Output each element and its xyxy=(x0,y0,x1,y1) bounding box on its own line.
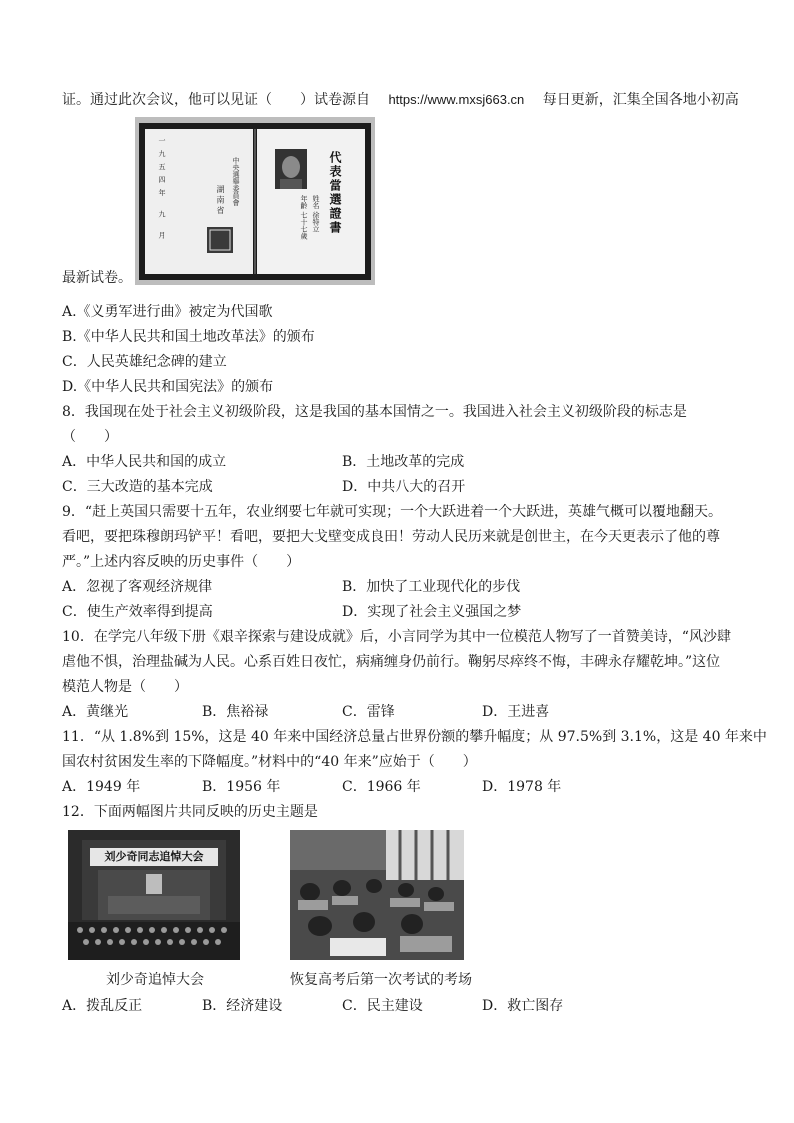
certificate-age: 年齡 七十七歲 xyxy=(300,195,308,240)
caption-memorial: 刘少奇追悼大会 xyxy=(106,972,204,988)
certificate-region: 湖 南 省 xyxy=(216,185,225,215)
q8-option-c[interactable]: C．三大改造的基本完成 xyxy=(62,479,213,495)
q11-option-a[interactable]: A．1949 年 xyxy=(62,779,141,795)
memorial-photo xyxy=(68,830,240,960)
q10-line-2: 虐他不惧，治理盐碱为人民。心系百姓日夜忙，病痛缠身仍前行。鞠躬尽瘁终不悔，丰碑永存耀乾坤。”这位 xyxy=(62,654,721,670)
q12-option-a[interactable]: A．拨乱反正 xyxy=(62,998,143,1014)
header-line-1 xyxy=(62,90,739,110)
q10-line-1: 10．在学完八年级下册《艰辛探索与建设成就》后，小言同学为其中一位模范人物写了一首赞美诗，“风沙肆 xyxy=(62,629,731,645)
certificate-date: 一九五四年 九 月 xyxy=(158,137,166,245)
q8-stem: 8．我国现在处于社会主义初级阶段，这是我国的基本国情之一。我国进入社会主义初级阶段的标志是 xyxy=(62,404,687,420)
caption-exam-room: 恢复高考后第一次考试的考场 xyxy=(290,972,472,988)
q7-option-d[interactable]: D.《中华人民共和国宪法》的颁布 xyxy=(62,379,274,395)
source-url[interactable]: https://www.mxsj663.cn xyxy=(388,92,525,107)
exam-room-photo xyxy=(290,830,464,960)
certificate-photo xyxy=(135,117,375,285)
q11-option-d[interactable]: D．1978 年 xyxy=(482,779,562,795)
q10-option-a[interactable]: A．黄继光 xyxy=(62,704,129,720)
q10-option-c[interactable]: C．雷锋 xyxy=(342,704,395,720)
q8-option-d[interactable]: D．中共八大的召开 xyxy=(342,479,466,495)
q7-option-b[interactable]: B.《中华人民共和国土地改革法》的颁布 xyxy=(62,329,315,345)
memorial-banner-text: 刘少奇同志追悼大会 xyxy=(104,850,204,863)
header-prefix: 证。通过此次会议，他可以见证（ ）试卷源自 xyxy=(62,92,370,108)
q9-option-d[interactable]: D．实现了社会主义强国之梦 xyxy=(342,604,522,620)
q8-option-a[interactable]: A．中华人民共和国的成立 xyxy=(62,454,227,470)
q7-option-a[interactable]: A.《义勇军进行曲》被定为代国歌 xyxy=(62,304,273,320)
q7-option-c[interactable]: C．人民英雄纪念碑的建立 xyxy=(62,354,227,370)
q8-option-b[interactable]: B．土地改革的完成 xyxy=(342,454,465,470)
q8-paren: （ ） xyxy=(62,429,118,445)
q11-line-2: 国农村贫困发生率的下降幅度。”材料中的“40 年来”应始于（ ） xyxy=(62,754,477,770)
q11-line-1: 11．“从 1.8%到 15%，这是 40 年来中国经济总量占世界份额的攀升幅度；从 97.5%到 3.1%，这是 40 年来中 xyxy=(62,729,767,745)
q9-line-1: 9．“赶上英国只需要十五年，农业纲要七年就可实现；一个大跃进着一个大跃进，英雄气概可以覆地翻天。 xyxy=(62,504,723,520)
header-line-2: 最新试卷。 xyxy=(62,270,132,286)
certificate-issuer: 中央選舉委員會 xyxy=(232,157,240,206)
q10-line-3: 模范人物是（ ） xyxy=(62,679,188,695)
q12-stem: 12．下面两幅图片共同反映的历史主题是 xyxy=(62,804,318,820)
q9-option-b[interactable]: B．加快了工业现代化的步伐 xyxy=(342,579,521,595)
q12-option-d[interactable]: D．救亡图存 xyxy=(482,998,564,1014)
q9-line-3: 严。”上述内容反映的历史事件（ ） xyxy=(62,554,301,570)
q10-option-d[interactable]: D．王进喜 xyxy=(482,704,550,720)
q12-option-b[interactable]: B．经济建设 xyxy=(202,998,283,1014)
q11-option-b[interactable]: B．1956 年 xyxy=(202,779,281,795)
header-suffix: 每日更新，汇集全国各地小初高 xyxy=(542,92,739,108)
q9-line-2: 看吧，要把珠穆朗玛铲平！看吧，要把大戈壁变成良田！劳动人民历来就是创世主，在今天更表示了他的尊 xyxy=(62,529,720,545)
q9-option-c[interactable]: C．使生产效率得到提高 xyxy=(62,604,213,620)
certificate-title: 代表當選證書 xyxy=(328,151,342,235)
certificate-name: 姓名 徐特立 xyxy=(312,195,320,233)
q9-option-a[interactable]: A．忽视了客观经济规律 xyxy=(62,579,213,595)
q12-option-c[interactable]: C．民主建设 xyxy=(342,998,423,1014)
q10-option-b[interactable]: B．焦裕禄 xyxy=(202,704,269,720)
q11-option-c[interactable]: C．1966 年 xyxy=(342,779,421,795)
